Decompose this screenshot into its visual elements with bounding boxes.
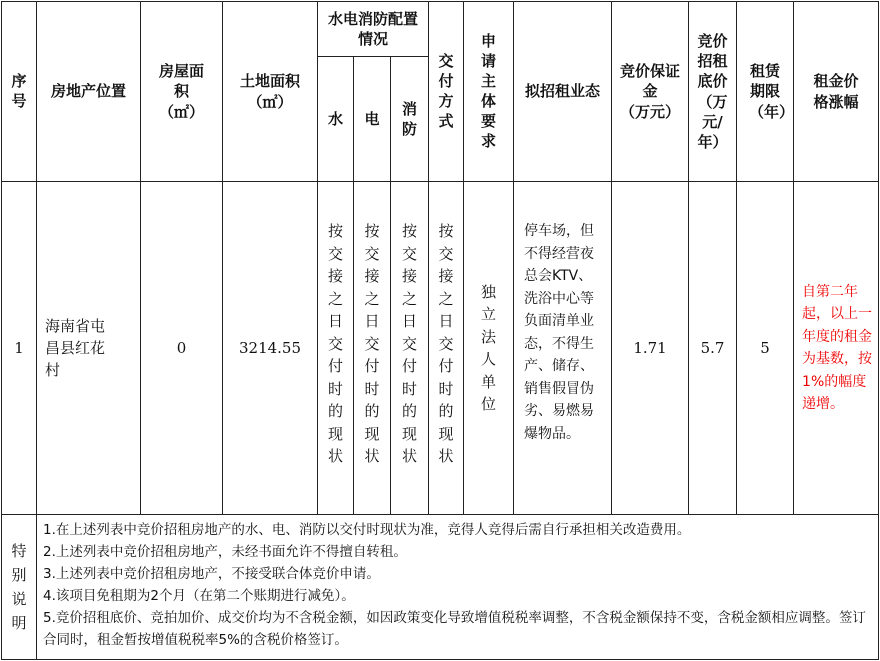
notes-label: 特别说明: [2, 515, 37, 660]
header-water: 水: [318, 57, 354, 182]
cell-water: 按交接之日交付时的现状: [318, 182, 354, 515]
cell-rent-increase: 自第二年起，以上一年度的租金为基数，按1%的幅度递增。: [794, 182, 879, 515]
header-business: 拟招租业态: [514, 2, 612, 182]
cell-deposit: 1.71: [612, 182, 689, 515]
header-config: 水电消防配置情况: [318, 2, 429, 57]
cell-lease-term: 5: [737, 182, 794, 515]
header-base-price: 竞价招租底价 （万元/年）: [689, 2, 737, 182]
cell-electric: 按交接之日交付时的现状: [354, 182, 391, 515]
cell-delivery: 按交接之日交付时的现状: [429, 182, 464, 515]
note-item: 2.上述列表中竞价招租房地产，未经书面允许不得擅自转租。: [43, 544, 407, 560]
cell-business: 停车场，但不得经营夜总会KTV、洗浴中心等负面清单业态，不得生产、储存、销售假冒伪劣、易燃易爆物品。: [514, 182, 612, 515]
lease-table: [1, 1, 879, 660]
note-item: 4.该项目免租期为2个月（在第二个账期进行减免）。: [43, 588, 355, 604]
cell-location: 海南省屯昌县红花村: [37, 182, 141, 515]
header-deposit: 竞价保证金 （万元）: [612, 2, 689, 182]
header-location: 房地产位置: [37, 2, 141, 182]
header-lease-term: 租赁期限 （年）: [737, 2, 794, 182]
cell-house-area: 0: [141, 182, 223, 515]
cell-seq: 1: [2, 182, 37, 515]
data-row: [2, 182, 879, 515]
header-rent-increase: 租金价格涨幅: [794, 2, 879, 182]
header-delivery: 交付方式: [429, 2, 464, 182]
note-item: 5.竞价招租底价、竞拍加价、成交价均为不含税金额，如因政策变化导致增值税税率调整，不含税金额保持不变，含税金额相应调整。签订合同时，租金暂按增值税税率5%的含税价格签订。: [43, 610, 866, 648]
header-land-area: 土地面积 （㎡）: [223, 2, 318, 182]
header-fire: 消防: [391, 57, 429, 182]
notes-row: [2, 515, 879, 660]
header-applicant: 申请主体要求: [464, 2, 514, 182]
cell-applicant: 独立法人单位: [464, 182, 514, 515]
header-electric: 电: [354, 57, 391, 182]
header-seq: 序号: [2, 2, 37, 182]
note-item: 1.在上述列表中竞价招租房地产的水、电、消防以交付时现状为准，竞得人竞得后需自行承担相关改造费用。: [43, 522, 691, 538]
header-row-1: [2, 2, 879, 57]
header-house-area: 房屋面积 （㎡）: [141, 2, 223, 182]
cell-base-price: 5.7: [689, 182, 737, 515]
note-item: 3.上述列表中竞价招租房地产，不接受联合体竞价申请。: [43, 566, 380, 582]
cell-land-area: 3214.55: [223, 182, 318, 515]
notes-content: [37, 515, 879, 660]
cell-fire: 按交接之日交付时的现状: [391, 182, 429, 515]
